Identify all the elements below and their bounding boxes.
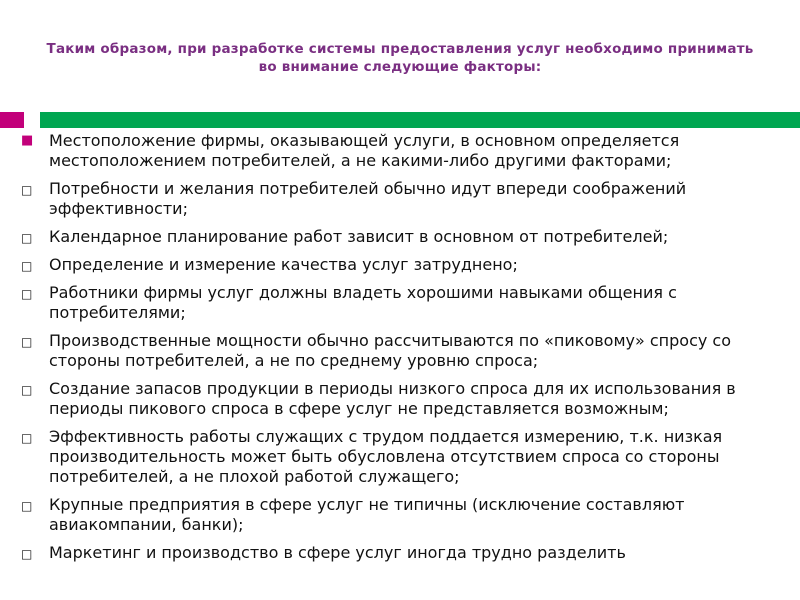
square-bullet-icon: ■: [21, 133, 34, 148]
list-item: [0, 427, 800, 487]
list-item: [0, 331, 800, 371]
square-bullet-icon: □: [21, 499, 33, 513]
list-item-text: Производственные мощности обычно рассчитываются по «пиковому» спросу со стороны потребителей, а не по среднему уровню спроса;: [49, 331, 731, 370]
list-item-text: Работники фирмы услуг должны владеть хорошими навыками общения с потребителями;: [49, 283, 677, 322]
list-item: [0, 283, 800, 323]
list-item-text: Местоположение фирмы, оказывающей услуги, в основном определяется местоположением потребителей, а не какими-либо другими факторами;: [49, 131, 680, 170]
list-item: [0, 543, 800, 563]
bullet-list: [0, 131, 800, 600]
slide-title: Таким образом, при разработке системы предоставления услуг необходимо принимать во внимание следующие факторы:: [46, 41, 754, 75]
square-bullet-icon: □: [21, 547, 33, 561]
accent-bar-magenta: [0, 112, 24, 128]
list-item-text: Крупные предприятия в сфере услуг не типичны (исключение составляют авиакомпании, банки);: [49, 495, 685, 534]
list-item-text: Маркетинг и производство в сфере услуг иногда трудно разделить: [49, 543, 626, 562]
list-item: [0, 379, 800, 419]
list-item-text: Определение и измерение качества услуг затруднено;: [49, 255, 518, 274]
list-item: [0, 179, 800, 219]
list-item: [0, 495, 800, 535]
list-item: [0, 227, 800, 247]
square-bullet-icon: □: [21, 335, 33, 349]
list-item-text: Потребности и желания потребителей обычно идут впереди соображений эффективности;: [49, 179, 687, 218]
square-bullet-icon: □: [21, 183, 33, 197]
square-bullet-icon: □: [21, 231, 33, 245]
list-item-text: Эффективность работы служащих с трудом поддается измерению, т.к. низкая производительность может быть обусловлена отсутствием спроса со стороны потребителей, а не плохой работой служащего;: [49, 427, 723, 486]
square-bullet-icon: □: [21, 259, 33, 273]
square-bullet-icon: □: [21, 287, 33, 301]
accent-bar-green: [40, 112, 800, 128]
square-bullet-icon: □: [21, 383, 33, 397]
list-item: [0, 255, 800, 275]
list-item-text: Календарное планирование работ зависит в основном от потребителей;: [49, 227, 669, 246]
list-item-text: Создание запасов продукции в периоды низкого спроса для их использования в периоды пикового спроса в сфере услуг не представляется возможным;: [49, 379, 736, 418]
list-item: [0, 131, 800, 171]
square-bullet-icon: □: [21, 431, 33, 445]
